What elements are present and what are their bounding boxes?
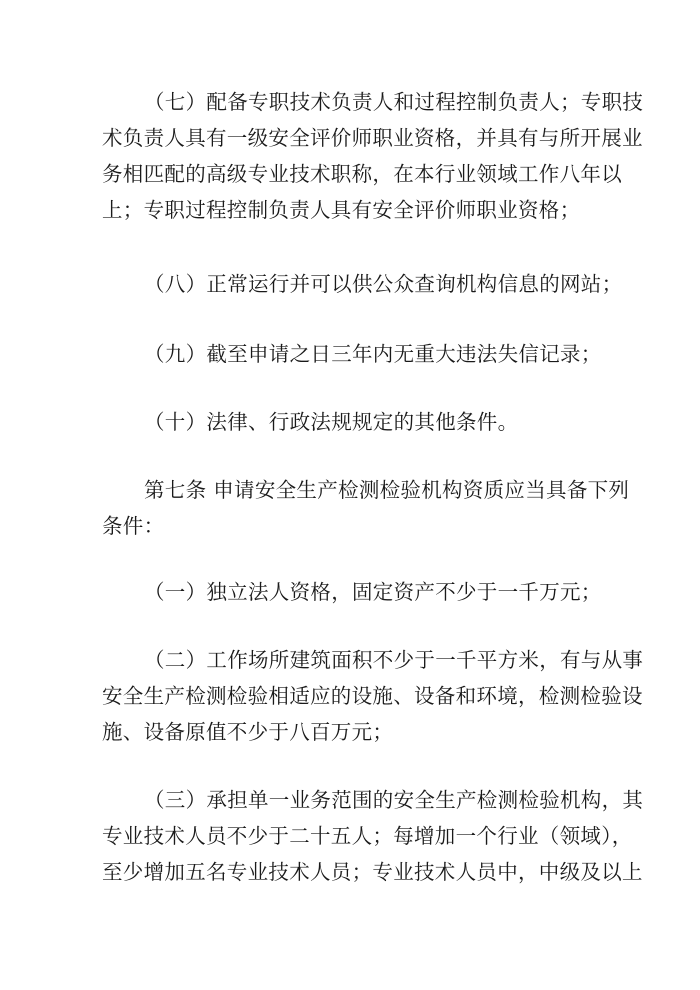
text-line: 术负责人具有一级安全评价师职业资格，并具有与所开展业 <box>102 126 643 150</box>
text-line: 专业技术人员不少于二十五人；每增加一个行业（领域）， <box>102 824 633 848</box>
text-line: （三）承担单一业务范围的安全生产检测检验机构，其 <box>144 788 644 812</box>
paragraph-item-7 <box>102 84 644 228</box>
text-line: 上；专职过程控制负责人具有安全评价师职业资格； <box>102 198 581 222</box>
paragraph-item-3 <box>102 782 644 890</box>
paragraph-article-7 <box>102 472 630 544</box>
paragraph-item-2 <box>102 642 644 750</box>
text-line: 施、设备原值不少于八百万元； <box>102 720 394 744</box>
text-line: （一）独立法人资格，固定资产不少于一千万元； <box>144 580 602 604</box>
text-line: （九）截至申请之日三年内无重大违法失信记录； <box>144 342 602 366</box>
text-line: （八）正常运行并可以供公众查询机构信息的网站； <box>144 272 623 296</box>
text-line: 条件： <box>102 514 165 538</box>
paragraph-item-9 <box>102 336 602 372</box>
text-line: 务相匹配的高级专业技术职称，在本行业领域工作八年以 <box>102 162 622 186</box>
paragraph-item-8 <box>102 266 623 302</box>
text-line: （二）工作场所建筑面积不少于一千平方米，有与从事 <box>144 648 644 672</box>
paragraph-item-1 <box>102 574 602 610</box>
text-line: 安全生产检测检验相适应的设施、设备和环境，检测检验设 <box>102 684 643 708</box>
text-line: 第七条 申请安全生产检测检验机构资质应当具备下列 <box>144 478 630 502</box>
paragraph-item-10 <box>102 404 602 440</box>
text-line: 至少增加五名专业技术人员；专业技术人员中，中级及以上 <box>102 860 643 884</box>
text-line: （十）法律、行政法规规定的其他条件。 <box>144 410 519 434</box>
text-line: （七）配备专职技术负责人和过程控制负责人；专职技 <box>144 90 644 114</box>
